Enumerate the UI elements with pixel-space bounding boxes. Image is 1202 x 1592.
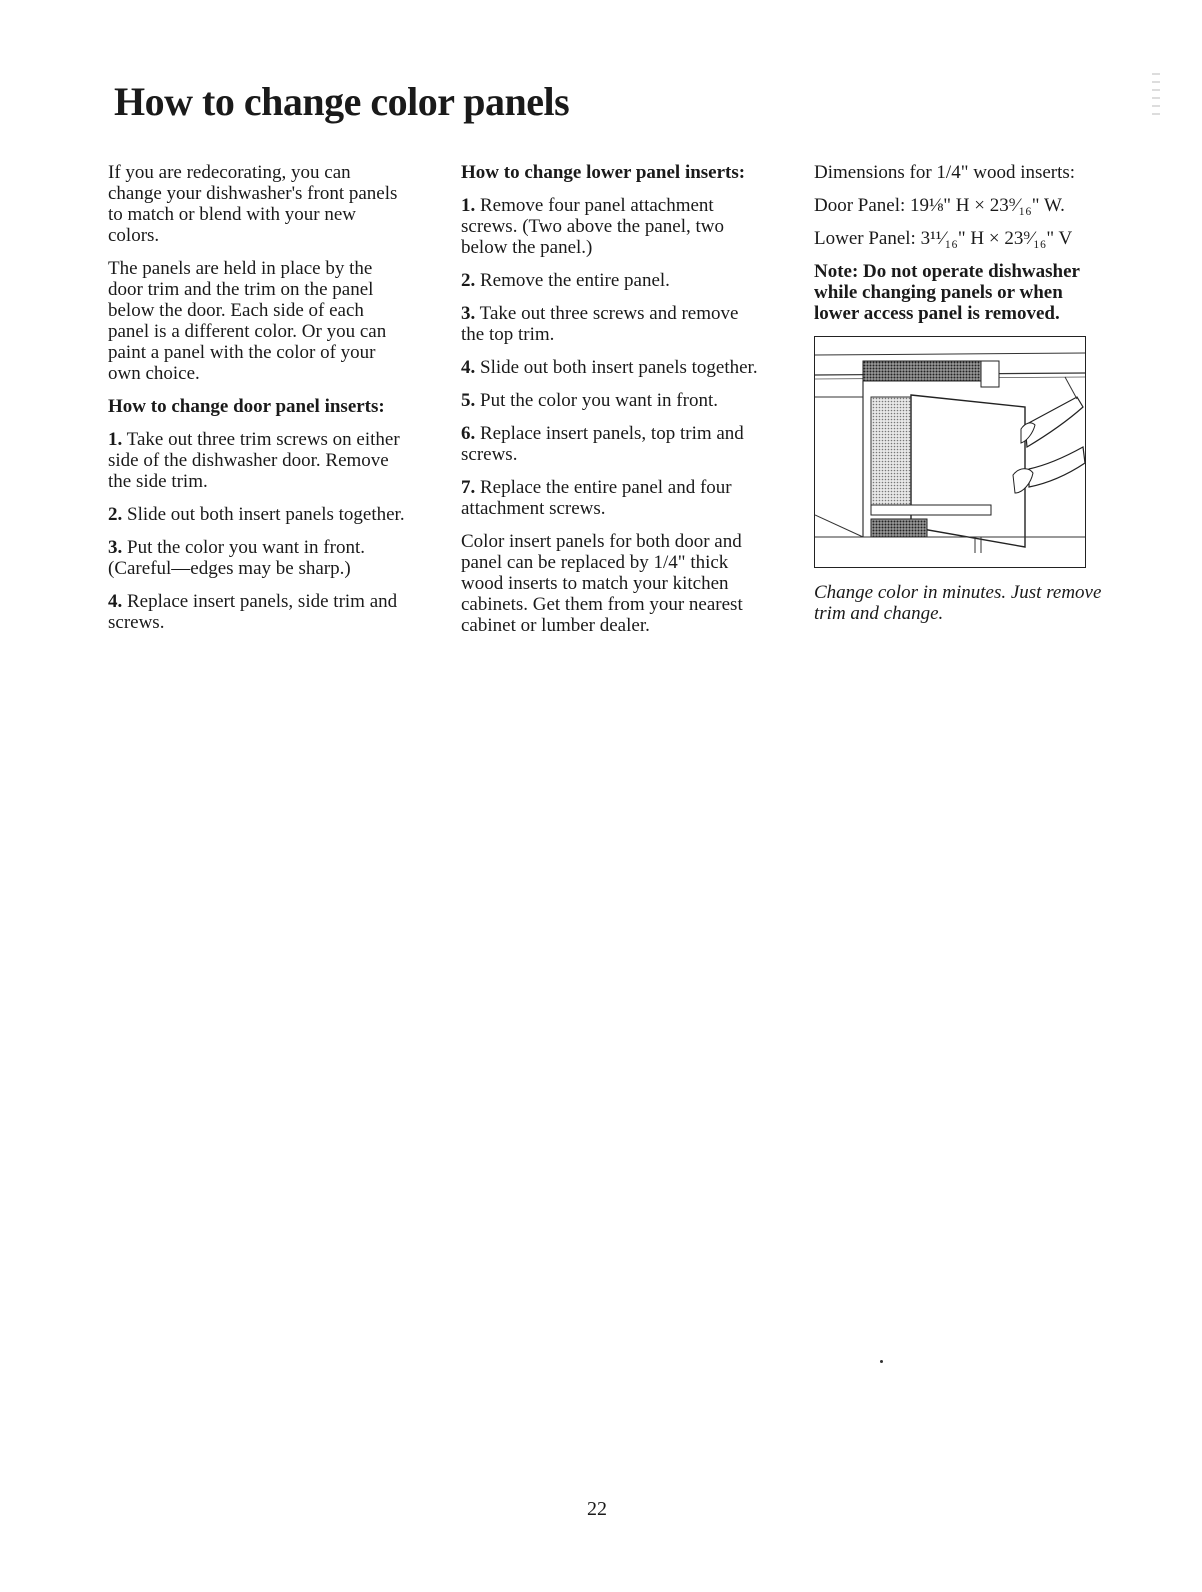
page-title: How to change color panels [114, 79, 570, 124]
illustration-caption: Change color in minutes. Just remove trim and change. [814, 582, 1102, 624]
panels-info-paragraph: The panels are held in place by the door trim and the trim on the panel below the door. Each side of each panel is a different color. Or you can paint a panel with the color of your own choice. [108, 258, 387, 384]
lower-step [461, 477, 766, 519]
lower-step [461, 270, 766, 291]
step-number: 6. [461, 423, 476, 444]
step-number: 7. [461, 477, 476, 498]
lower-step [461, 423, 766, 465]
lower-step [461, 390, 766, 411]
page-number: 22 [587, 1498, 607, 1520]
intro-paragraph: If you are redecorating, you can change your dishwasher's front panels to match or blend with your new colors. [108, 162, 398, 246]
step-text: Slide out both insert panels together. [127, 504, 405, 525]
step-text: Slide out both insert panels together. [480, 357, 758, 378]
step-number: 4. [461, 357, 476, 378]
door-step [108, 591, 408, 633]
lower-step [461, 357, 766, 378]
step-number: 2. [461, 270, 476, 291]
step-number: 3. [108, 537, 123, 558]
door-inserts-heading: How to change door panel inserts: [108, 396, 385, 417]
step-number: 1. [461, 195, 476, 216]
lower-step [461, 303, 766, 345]
column-middle [461, 162, 766, 648]
step-text: Take out three screws and remove the top trim. [461, 303, 739, 345]
step-text: Remove four panel attachment screws. (Two above the panel, two below the panel.) [461, 195, 725, 258]
door-step [108, 429, 408, 492]
step-number: 1. [108, 429, 123, 450]
door-step [108, 504, 408, 525]
step-text: Replace insert panels, top trim and screws. [461, 423, 744, 465]
step-number: 3. [461, 303, 476, 324]
wood-inserts-paragraph: Color insert panels for both door and panel can be replaced by 1/4" thick wood inserts to match your kitchen cabinets. Get them from your nearest cabinet or lumber dealer. [461, 531, 743, 636]
panel-change-illustration [814, 336, 1086, 568]
lower-step [461, 195, 766, 258]
step-number: 4. [108, 591, 123, 612]
safety-note: Note: Do not operate dishwasher while changing panels or when lower access panel is removed. [814, 261, 1080, 324]
step-text: Take out three trim screws on either side of the dishwasher door. Remove the side trim. [108, 429, 400, 492]
step-text: Put the color you want in front. [480, 390, 718, 411]
step-number: 5. [461, 390, 476, 411]
lower-inserts-heading: How to change lower panel inserts: [461, 162, 746, 183]
step-number: 2. [108, 504, 123, 525]
stray-mark [880, 1360, 883, 1363]
door-panel-dimensions: Door Panel: 19⅛" H × 23⁹⁄₁₆" W. [814, 195, 1065, 216]
step-text: Replace insert panels, side trim and screws. [108, 591, 398, 633]
dimensions-heading: Dimensions for 1/4" wood inserts: [814, 162, 1076, 183]
step-text: Remove the entire panel. [480, 270, 670, 291]
lower-panel-dimensions: Lower Panel: 3¹¹⁄₁₆" H × 23⁹⁄₁₆" V [814, 228, 1073, 249]
step-text: Put the color you want in front. (Careful—edges may be sharp.) [108, 537, 365, 579]
edge-scan-mark [1150, 70, 1162, 120]
door-step [108, 537, 408, 579]
column-right [814, 162, 1104, 624]
step-text: Replace the entire panel and four attachment screws. [461, 477, 732, 519]
column-left [108, 162, 408, 645]
